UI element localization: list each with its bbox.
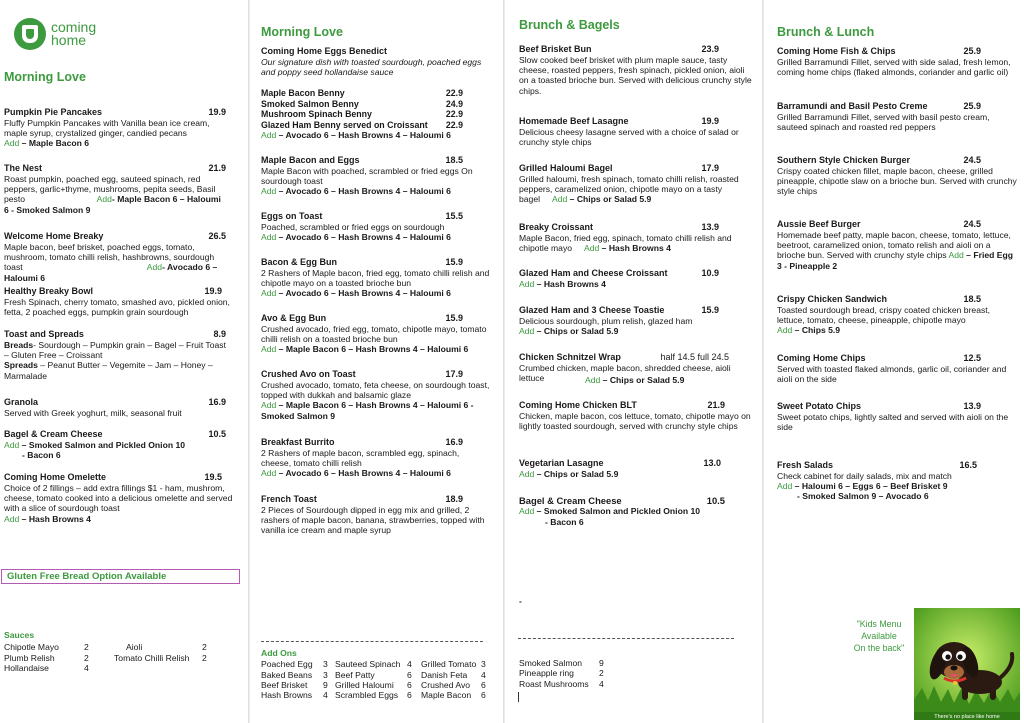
menu-item [4, 397, 226, 418]
menu-item [777, 460, 1019, 502]
menu-item [519, 305, 755, 336]
item-description: Poached, scrambled or fried eggs on sourdough [261, 221, 445, 232]
item-name: Glazed Ham and 3 Cheese Toastie [519, 305, 665, 315]
add-label: Add [4, 138, 20, 149]
item-name: Granola [4, 397, 39, 407]
add-options: – Avocado 6 – Hash Browns 4 – Haloumi 6 [276, 468, 451, 479]
item-name: Glazed Ham and Cheese Croissant [519, 268, 668, 278]
item-description: Grilled haloumi, fresh spinach, tomato chilli relish, roasted peppers, caramelized onion, chipotle mayo on a tasty bagel [519, 173, 739, 205]
item-price: 17.9 [701, 163, 719, 173]
item-name: Breakfast Burrito [261, 437, 335, 447]
item-price: 18.5 [445, 155, 463, 165]
item-price: 10.5 [706, 495, 725, 506]
add-options: – Avocado 6 – Hash Browns 4 – Haloumi 6 [276, 186, 451, 197]
add-label: Add [4, 513, 20, 524]
add-label: Add [519, 468, 535, 479]
addon-price: 4 [481, 669, 486, 680]
addon-price: 3 [481, 659, 486, 670]
sauce-price: 4 [84, 662, 89, 673]
item-price: 25.9 [963, 46, 981, 56]
extras-list [519, 658, 619, 689]
addon-price: 3 [323, 669, 328, 680]
item-name: Welcome Home Breaky [4, 231, 104, 241]
item-price: 15.9 [701, 305, 719, 315]
menu-item [777, 46, 1019, 77]
sauce-price: 2 [84, 652, 89, 663]
add-options: - Maple Bacon 6 – Haloumi 6 - Smoked Salmon 9 [4, 194, 221, 215]
item-description: 2 Rashers of Maple bacon, fried egg, tomato chilli relish and chipotle mayo on a toasted brioche bun [261, 267, 490, 289]
item-description: Sweet potato chips, lightly salted and served with aioli on the side [777, 411, 1009, 433]
sauce-name: Chipotle Mayo [4, 642, 59, 653]
item-name: Barramundi and Basil Pesto Creme [777, 101, 928, 111]
item-name: Southern Style Chicken Burger [777, 155, 911, 165]
add-options: – Avocado 6 – Hash Browns 4 – Haloumi 6 [276, 288, 451, 299]
sauces-list [4, 630, 218, 673]
item-price: 23.9 [701, 44, 719, 54]
add-label: Add [519, 506, 535, 517]
addon-price: 4 [407, 659, 412, 670]
menu-item [519, 400, 755, 431]
column-1 [0, 0, 249, 723]
extra-price: 9 [599, 658, 604, 668]
menu-item [4, 286, 238, 317]
add-label: Add [4, 439, 20, 450]
item-name: Eggs on Toast [261, 211, 323, 221]
menu-item [519, 222, 755, 253]
add-ons-title: Add Ons [261, 648, 297, 658]
menu-item [519, 458, 755, 479]
benny-name: Maple Bacon Benny [261, 88, 345, 98]
item-name: Fresh Salads [777, 460, 834, 470]
item-price: 21.9 [707, 400, 725, 410]
benny-price: 22.9 [445, 119, 463, 130]
menu-item-add [585, 375, 735, 385]
menu-item [519, 116, 755, 147]
addon-name: Hash Browns [261, 690, 313, 701]
item-name: Sweet Potato Chips [777, 401, 862, 411]
add-options: – Hash Browns 4 [534, 278, 606, 289]
kids-menu-line: Available [861, 631, 897, 641]
menu-item [4, 231, 226, 283]
addon-name: Beef Brisket [261, 679, 308, 690]
menu-item [4, 429, 226, 460]
item-name: French Toast [261, 494, 317, 504]
item-description: Slow cooked beef brisket with plum maple sauce, tasty cheese, roasted peppers, fresh spinach, pickled onion, aioli on a toasted brioche bun. Served with delicious crunchy style chips. [519, 54, 752, 96]
add-label: Add [551, 194, 568, 205]
item-price: half 14.5 full 24.5 [660, 352, 729, 362]
add-options-2: - Smoked Salmon 9 – Avocado 6 [797, 491, 929, 502]
menu-item [4, 472, 238, 524]
menu-item [777, 353, 1019, 384]
extra-name: Roast Mushrooms [519, 678, 589, 689]
addon-name: Grilled Haloumi [335, 679, 394, 690]
menu-item [519, 163, 755, 205]
extra-name: Pineapple ring [519, 668, 574, 679]
section-title: Brunch & Lunch [777, 25, 875, 39]
item-price: 21.9 [208, 163, 226, 173]
add-label: Add [585, 375, 601, 385]
menu-item [777, 155, 1019, 197]
benny-name: Mushroom Spinach Benny [261, 109, 372, 120]
kids-menu-line: On the back" [853, 643, 905, 653]
addon-price: 6 [407, 679, 412, 690]
kids-menu-line: "Kids Menu [856, 619, 902, 629]
sauce-name: Hollandaise [4, 662, 49, 673]
item-description: Toasted sourdough bread, crispy coated chicken breast, lettuce, tomato, cheese, pineapple, chipotle mayo [777, 304, 991, 326]
add-label: Add [146, 262, 163, 273]
kids-menu-note [848, 618, 910, 654]
add-label: Add [583, 243, 600, 254]
item-price: 16.9 [208, 397, 226, 407]
item-name: Coming Home Eggs Benedict [261, 46, 388, 56]
addon-price: 6 [407, 669, 412, 680]
item-description: Our signature dish with toasted sourdough, poached eggs and poppy seed hollandaise sauce [261, 56, 482, 78]
item-name: Crushed Avo on Toast [261, 369, 356, 379]
add-options: – Avocado 6 – Hash Browns 4 – Haloumi 6 [276, 130, 451, 141]
item-price: 15.5 [445, 211, 463, 221]
add-label: Add [519, 278, 535, 289]
add-options: – Chips or Salad 5.9 [534, 468, 619, 479]
add-label: Add [261, 186, 277, 197]
sauce-name: Tomato Chilli Relish [114, 652, 190, 663]
addon-name: Maple Bacon [421, 690, 472, 701]
add-label: Add [261, 232, 277, 243]
addon-name: Scrambled Eggs [335, 690, 399, 701]
addon-price: 6 [407, 690, 412, 701]
extra-name: Smoked Salmon [519, 658, 583, 668]
addon-name: Danish Feta [421, 669, 468, 680]
item-price: 16.5 [959, 460, 977, 470]
add-options: - Avocado 6 – Haloumi 6 [4, 262, 218, 283]
menu-item [519, 495, 755, 527]
item-price: 25.9 [963, 101, 981, 111]
menu-item [777, 219, 1019, 271]
item-name: Toast and Spreads [4, 329, 84, 339]
item-description: Crumbed chicken, maple bacon, shredded cheese, aioli lettuce [519, 362, 731, 384]
add-label: Add [261, 468, 277, 479]
item-name: Coming Home Chicken BLT [519, 400, 637, 410]
item-price: 13.9 [701, 222, 719, 232]
divider [261, 641, 483, 642]
add-options: – Maple Bacon 6 – Hash Browns 4 – Haloumi 6 [276, 344, 469, 355]
sauces-title: Sauces [4, 630, 35, 640]
logo-line-1: coming [51, 19, 97, 35]
item-price: 19.9 [208, 107, 226, 117]
addon-name: Sauteed Spinach [335, 659, 401, 670]
add-options: – Maple Bacon 6 – Hash Browns 4 – Haloumi 6 - Smoked Salmon 9 [261, 400, 474, 421]
addon-price: 3 [323, 659, 328, 670]
dachshund-illustration [914, 608, 1020, 720]
item-name: Healthy Breaky Bowl [4, 286, 94, 296]
section-title: Brunch & Bagels [519, 18, 620, 32]
benny-price: 22.9 [445, 109, 463, 120]
menu-item [4, 163, 226, 215]
spreads-label: Spreads [4, 360, 38, 371]
add-label: Add [96, 194, 112, 205]
item-price: 10.9 [701, 268, 719, 278]
item-description: Maple Bacon with poached, scrambled or fried eggs On sourdough toast [261, 165, 473, 187]
add-options: – Smoked Salmon and Pickled Onion 10 [19, 439, 186, 450]
logo [14, 18, 96, 50]
menu-item [261, 211, 491, 242]
item-description: Served with Greek yoghurt, milk, seasonal fruit [4, 407, 182, 418]
add-label: Add [777, 325, 793, 336]
menu-item [777, 294, 1019, 336]
item-name: Bagel & Cream Cheese [519, 495, 622, 506]
addon-price: 4 [323, 690, 328, 701]
text-cursor [518, 692, 519, 702]
menu-item [261, 46, 491, 77]
item-price: 19.5 [204, 472, 222, 482]
section-title: Morning Love [261, 25, 343, 39]
sauce-price: 2 [202, 652, 207, 663]
item-name: Chicken Schnitzel Wrap [519, 352, 621, 362]
item-description: Homemade beef patty, maple bacon, cheese, tomato, lettuce, beetroot, caramelized onion, tomato relish and aioli on a brioche bun. Served with crunchy style chips [777, 229, 1011, 261]
add-options: – Chips or Salad 5.9 [534, 326, 619, 337]
add-options: – Chips 5.9 [792, 325, 841, 336]
add-options: – Maple Bacon 6 [19, 138, 90, 149]
add-options-2: - Bacon 6 [545, 516, 584, 527]
item-description: Maple bacon, beef brisket, poached eggs, tomato, mushroom, tomato chilli relish, hashbrowns, sourdough toast [4, 241, 215, 273]
item-description: Chicken, maple bacon, cos lettuce, tomato, chipotle mayo on lightly toasted sourdough, served with crunchy style chips [519, 410, 751, 432]
extra-price: 4 [599, 678, 604, 689]
addon-price: 6 [481, 690, 486, 701]
item-name: Coming Home Chips [777, 353, 866, 363]
addon-price: 9 [323, 679, 328, 690]
item-description: Delicious cheesy lasagne served with a choice of salad or crunchy style chips [519, 126, 739, 148]
addon-name: Beef Patty [335, 669, 375, 680]
item-price: 18.9 [445, 494, 463, 504]
add-label: Add [261, 344, 277, 355]
item-name: Maple Bacon and Eggs [261, 155, 360, 165]
breads-list: - Sourdough – Pumpkin grain – Bagel – Fruit Toast – Gluten Free – Croissant [4, 339, 226, 361]
add-options: – Hash Browns 4 [599, 243, 671, 254]
item-name: Coming Home Fish & Chips [777, 46, 896, 56]
addon-name: Crushed Avo [421, 679, 471, 690]
benny-list [261, 88, 463, 141]
item-price: 13.9 [963, 401, 981, 411]
item-description: 2 Pieces of Sourdough dipped in egg mix and grilled, 2 rashers of maple bacon, banana, strawberries, topped with vanilla ice cream and maple syrup [261, 504, 485, 536]
item-price: 13.0 [703, 458, 721, 468]
menu-item [261, 257, 491, 299]
sauce-price: 2 [84, 642, 89, 653]
item-name: Bagel & Cream Cheese [4, 429, 103, 439]
add-options: – Chips or Salad 5.9 [600, 375, 685, 385]
add-label: Add [261, 288, 277, 299]
sauce-price: 2 [202, 642, 207, 653]
coffee-cup-icon [14, 18, 46, 50]
item-price: 19.9 [204, 286, 222, 296]
menu-item [4, 107, 226, 149]
sauce-name: Plumb Relish [4, 652, 55, 663]
item-price: 12.5 [963, 353, 981, 363]
add-options: – Avocado 6 – Hash Browns 4 – Haloumi 6 [276, 232, 451, 243]
menu-item [519, 44, 755, 96]
menu-item [777, 401, 1019, 432]
item-price: 26.5 [208, 231, 226, 241]
item-description: Choice of 2 fillings – add extra fillings $1 - ham, mushrom, cheese, tomato cooked into a delicious omelette and served with a slice of sourdough toast [4, 482, 233, 514]
item-description: Grilled Barramundi Fillet, served with side salad, fresh lemon, coming home chips (flaked almonds, coriander and garlic oil) [777, 56, 1011, 78]
column-3 [505, 0, 763, 723]
sauce-name: Aioli [126, 642, 143, 653]
item-description: Fresh Spinach, cherry tomato, smashed avo, pickled onion, fetta, 2 poached eggs, pumpkin grain sourdough [4, 296, 230, 318]
addon-price: 6 [481, 679, 486, 690]
benny-name: Glazed Ham Benny served on Croissant [261, 119, 428, 130]
item-price: 24.5 [963, 219, 981, 229]
item-description: 2 Rashers of maple bacon, scrambled egg, spinach, cheese, tomato chilli relish [261, 447, 460, 469]
item-description: Crushed avocado, fried egg, tomato, chipotle mayo, tomato chilli relish on a toasted brioche bun [261, 323, 487, 345]
add-label: Add [261, 400, 277, 411]
item-name: Vegetarian Lasagne [519, 458, 604, 468]
logo-line-2: home [51, 32, 87, 48]
item-price: 15.9 [445, 257, 463, 267]
menu-item [777, 101, 1019, 132]
item-price: 24.5 [963, 155, 981, 165]
item-name: Grilled Haloumi Bagel [519, 163, 613, 173]
menu-item [261, 494, 491, 536]
add-options: – Smoked Salmon and Pickled Onion 10 [534, 506, 701, 517]
addon-name: Baked Beans [261, 669, 313, 680]
addon-name: Grilled Tomato [421, 659, 477, 670]
extra-price: 2 [599, 668, 604, 679]
add-label: Add [948, 250, 964, 261]
add-ons-list [261, 648, 501, 701]
add-options: – Chips or Salad 5.9 [567, 194, 652, 205]
addon-name: Poached Egg [261, 659, 313, 670]
item-name: Homemade Beef Lasagne [519, 116, 629, 126]
item-name: Aussie Beef Burger [777, 219, 861, 229]
menu-item [4, 329, 226, 381]
item-price: 19.9 [701, 116, 719, 126]
add-options: – Fried Egg 3 - Pineapple 2 [777, 250, 1013, 271]
item-description: Roast pumpkin, poached egg, sauteed spinach, red peppers, garlic+thyme, mushrooms, pepita seeds, Basil pesto [4, 173, 216, 205]
item-name: Avo & Egg Bun [261, 313, 327, 323]
item-description: Check cabinet for daily salads, mix and match [777, 470, 952, 481]
item-name: Bacon & Egg Bun [261, 257, 337, 267]
stray-mark: - [519, 596, 522, 606]
breads-label: Breads [4, 339, 34, 350]
add-options-2: - Bacon 6 [22, 450, 61, 461]
menu-item [261, 313, 491, 355]
item-price: 17.9 [445, 369, 463, 379]
item-price: 8.9 [213, 329, 226, 339]
item-description: Delicious sourdough, plum relish, glazed ham [519, 315, 693, 326]
spreads-list: – Peanut Butter – Vegemite – Jam – Honey – Marmalade [4, 360, 213, 381]
divider [518, 638, 734, 639]
section-title: Morning Love [4, 70, 86, 84]
add-label: Add [519, 326, 535, 337]
add-label: Add [777, 481, 793, 492]
item-price: 10.5 [208, 429, 226, 439]
benny-price: 24.9 [445, 98, 463, 109]
item-description: Crushed avocado, tomato, feta cheese, on sourdough toast, topped with dukkah and balsamic glaze [261, 379, 490, 401]
item-price: 15.9 [445, 313, 463, 323]
add-options: – Hash Browns 4 [19, 513, 91, 524]
column-2 [250, 0, 504, 723]
add-label: Add [261, 130, 277, 141]
add-options: – Haloumi 6 – Eggs 6 – Beef Brisket 9 [792, 481, 948, 492]
item-name: Crispy Chicken Sandwich [777, 294, 888, 304]
item-name: Beef Brisket Bun [519, 44, 592, 54]
item-price: 16.9 [445, 437, 463, 447]
item-description: Grilled Barramundi Fillet, served with basil pesto cream, sauteed spinach and roasted red peppers [777, 111, 990, 133]
item-name: Pumpkin Pie Pancakes [4, 107, 103, 117]
menu-item [261, 369, 491, 421]
benny-name: Smoked Salmon Benny [261, 98, 359, 109]
item-description: Maple Bacon, fried egg, spinach, tomato chilli relish and chipotle mayo [519, 232, 732, 254]
item-name: Coming Home Omelette [4, 472, 107, 482]
item-description: Fluffy Pumpkin Pancakes with Vanilla bean ice cream, maple syrup, crystalized ginger, candied pecans [4, 117, 210, 139]
menu-item [519, 268, 755, 289]
menu-item [261, 437, 491, 479]
item-description: Crispy coated chicken fillet, maple bacon, cheese, grilled pineapple, chipotle slaw on a brioche bun. Served with crunchy style chips [777, 165, 1017, 197]
item-name: Breaky Croissant [519, 222, 594, 232]
benny-price: 22.9 [445, 88, 463, 98]
dog-caption: There's no place like home [934, 714, 1000, 720]
item-description: Served with toasted flaked almonds, garlic oil, coriander and aioli on the side [777, 363, 1007, 385]
menu-item [261, 155, 491, 197]
item-name: The Nest [4, 163, 43, 173]
item-price: 18.5 [963, 294, 981, 304]
gluten-free-notice: Gluten Free Bread Option Available [1, 569, 240, 584]
